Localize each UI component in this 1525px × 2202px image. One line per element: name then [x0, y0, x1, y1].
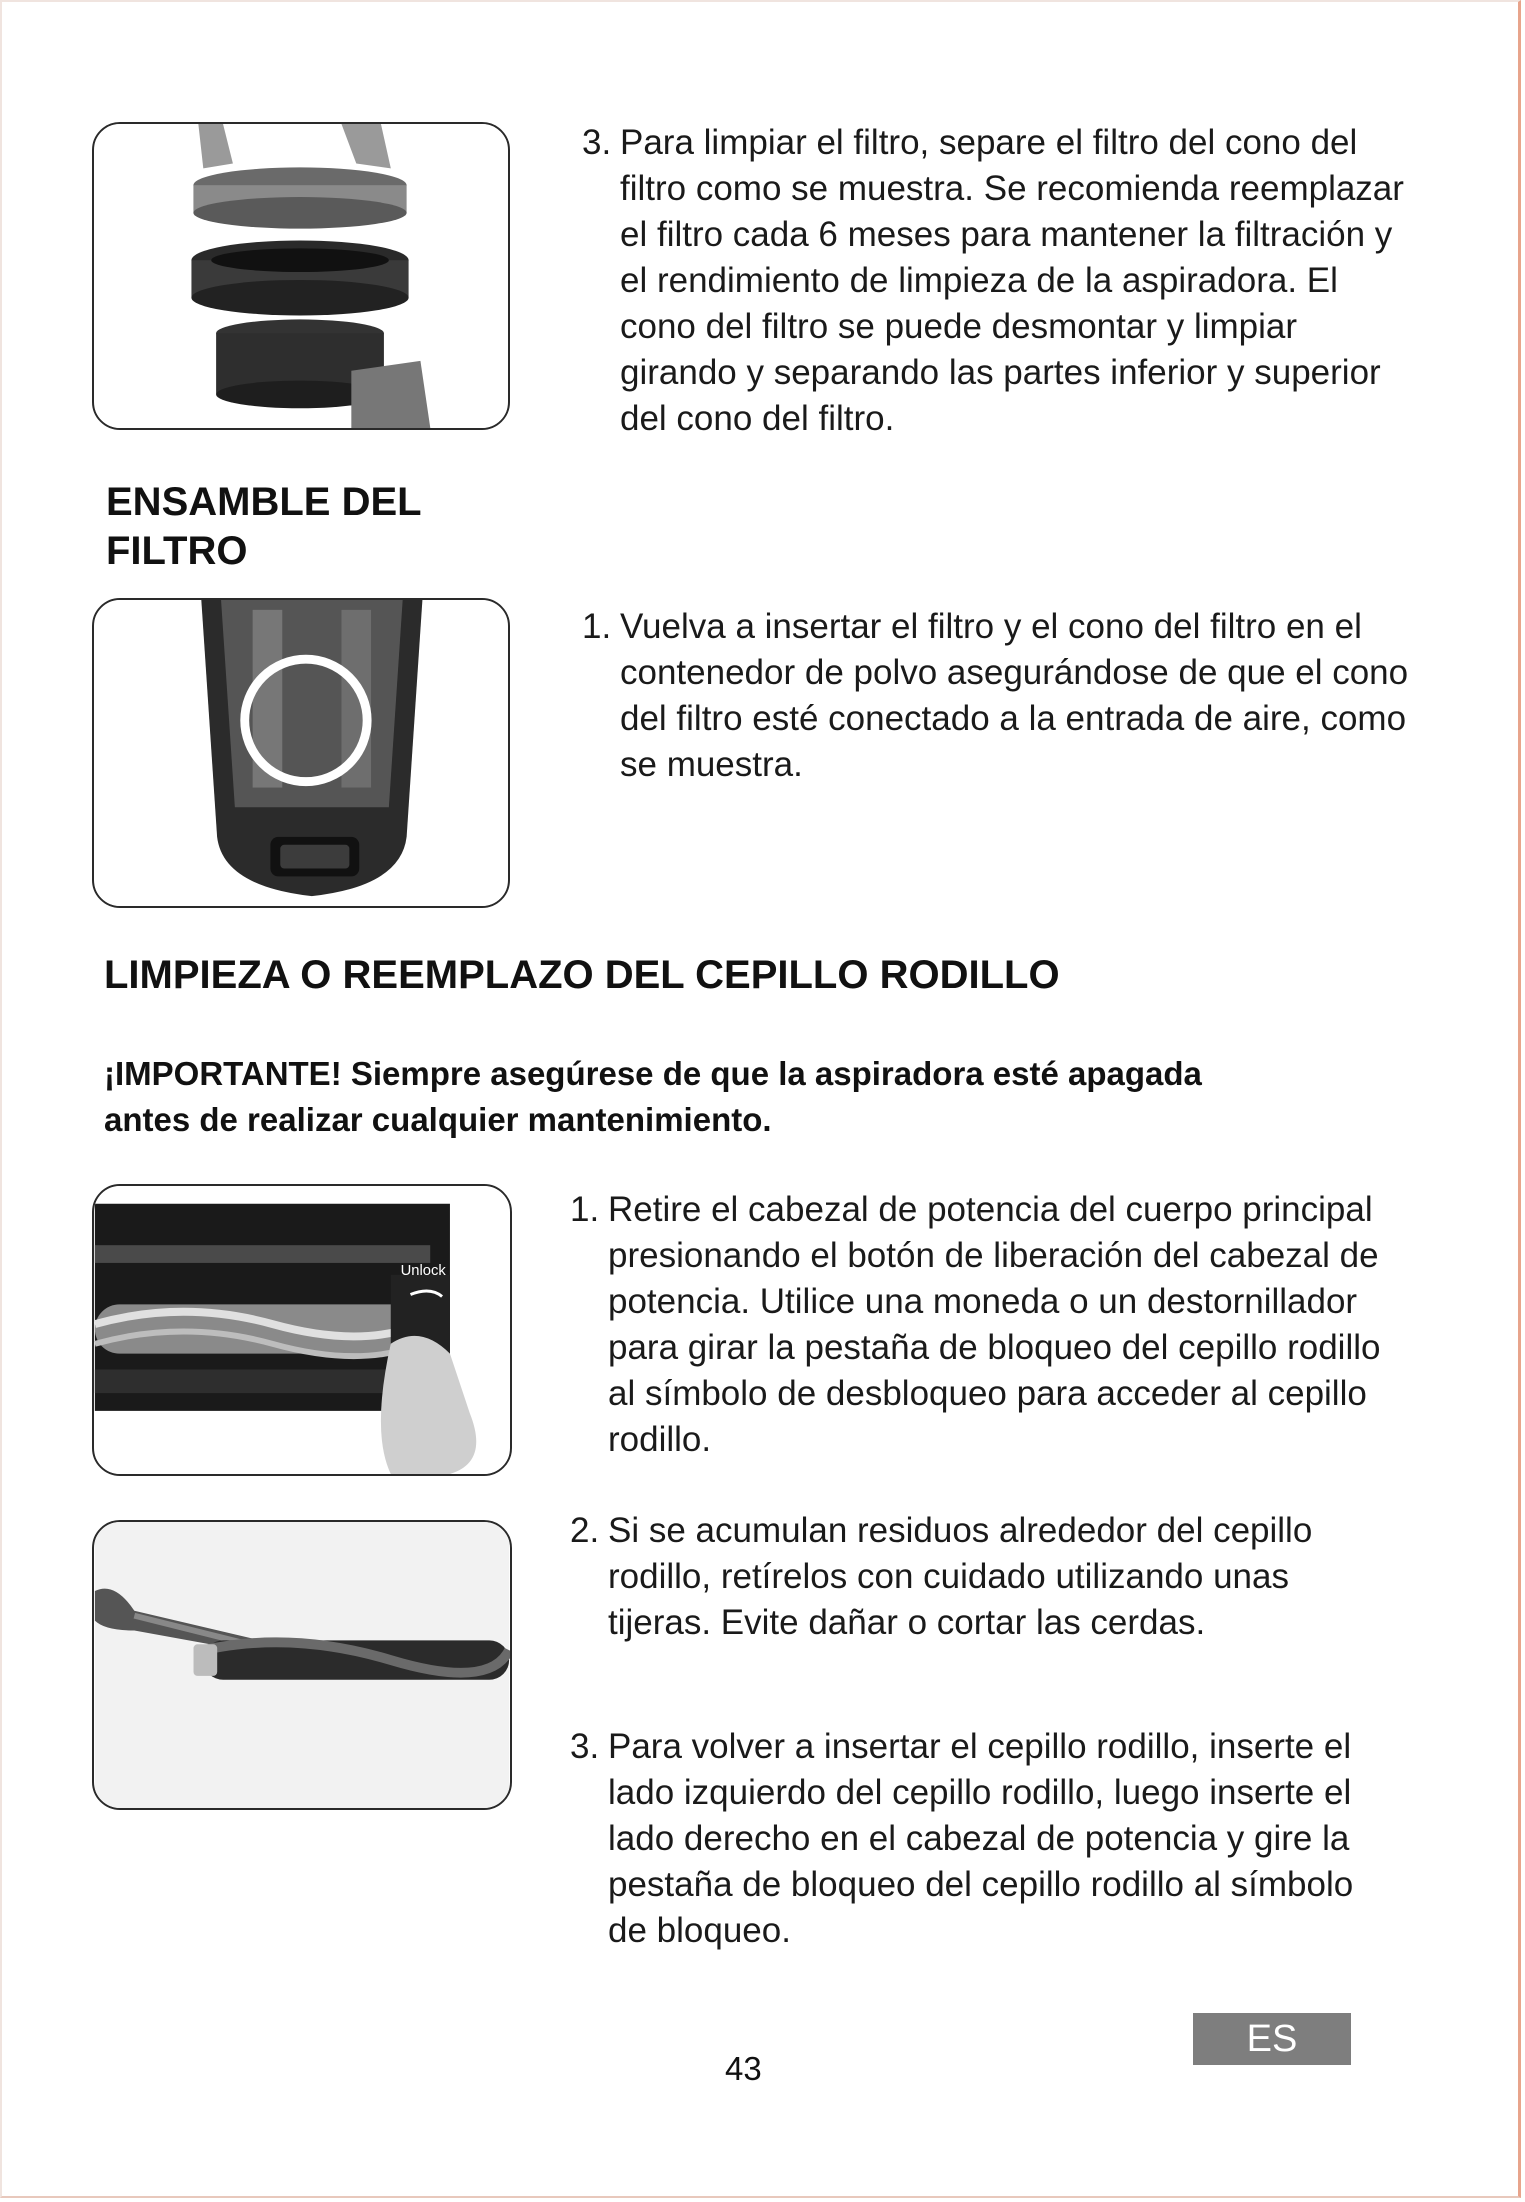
- brushroll-title: LIMPIEZA O REEMPLAZO DEL CEPILLO RODILLO: [104, 953, 1060, 997]
- brushroll-step-2: [570, 1508, 1400, 1646]
- filter-cleaning-step: [582, 120, 1412, 442]
- filter-assembly-title: ENSAMBLE DEL FILTRO: [106, 480, 421, 573]
- step-number: 1.: [570, 1190, 600, 1229]
- filter-assembly-step: [582, 604, 1412, 788]
- brushroll-scissors-photo: [92, 1520, 512, 1810]
- power-head-unlock-photo: [92, 1184, 512, 1476]
- step-text: Para volver a insertar el cepillo rodillo, inserte el lado izquierdo del cepillo rodillo, luego inserte el lado derecho en el cabezal de potencia y gire la pestaña de bloqueo del cepillo rodillo al símbolo de bloqueo.: [608, 1727, 1354, 1950]
- step-text: Para limpiar el filtro, separe el filtro del cono del filtro como se muestra. Se recomienda reemplazar el filtro cada 6 meses para mantener la filtración y el rendimiento de limpieza de la aspiradora. El cono del filtro se puede desmontar y limpiar girando y separando las partes inferior y superior del cono del filtro.: [620, 123, 1404, 438]
- step-number: 3.: [570, 1727, 600, 1766]
- brushroll-step-1: [570, 1187, 1400, 1463]
- step-number: 1.: [582, 607, 612, 646]
- step-text: Si se acumulan residuos alrededor del cepillo rodillo, retírelos con cuidado utilizando unas tijeras. Evite dañar o cortar las cerdas.: [608, 1511, 1313, 1642]
- language-badge: ES: [1193, 2013, 1351, 2065]
- step-number: 3.: [582, 123, 612, 162]
- filter-separation-photo: [92, 122, 510, 430]
- step-number: 2.: [570, 1511, 600, 1550]
- brushroll-step-3: [570, 1724, 1400, 1954]
- step-text: Vuelva a insertar el filtro y el cono del filtro en el contenedor de polvo asegurándose de que el cono del filtro esté conectado a la entrada de aire, como se muestra.: [620, 607, 1409, 784]
- unlock-label: Unlock: [400, 1262, 446, 1279]
- important-note: ¡IMPORTANTE! Siempre asegúrese de que la aspiradora esté apagada antes de realizar cualquier mantenimiento.: [104, 1055, 1202, 1138]
- page-number: 43: [725, 2050, 762, 2087]
- dust-bin-photo: [92, 598, 510, 908]
- step-text: Retire el cabezal de potencia del cuerpo principal presionando el botón de liberación del cabezal de potencia. Utilice una moneda o un destornillador para girar la pestaña de bloqueo del cepillo rodillo al símbolo de desbloqueo para acceder al cepillo rodillo.: [608, 1190, 1381, 1459]
